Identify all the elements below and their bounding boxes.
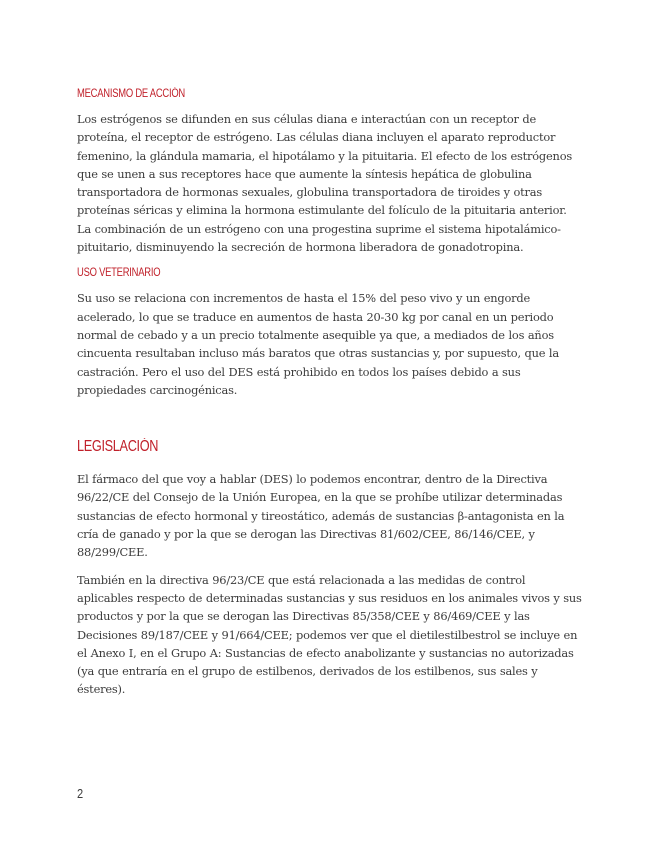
section-heading-mechanism: MECANISMO DE ACCIÓN: [77, 88, 185, 100]
paragraph-mechanism: Los estrógenos se difunden en sus células diana e interactúan con un receptor de proteína, el receptor de estrógeno. Las células diana incluyen el aparato reproductor femenino, la glándula mamaria, el hipotálamo y la pituitaria. El efecto de los estrógenos que se unen a sus receptores hace que aumente la síntesis hepática de globulina transportadora de hormonas sexuales, globulina transportadora de tiroides y otras proteínas séricas y elimina la hormona estimulante del folículo de la pituitaria anterior. La combinación de un estrógeno con una progestina suprime el sistema hipotalámico-pituitario, disminuyendo la secreción de hormona liberadora de gonadotropina.: [77, 112, 572, 255]
page-number: 2: [77, 786, 84, 801]
paragraph-legislation-2: También en la directiva 96/23/CE que está relacionada a las medidas de control aplicables respecto de determinadas sustancias y sus residuos en los animales vivos y sus productos y por la que se derogan las Directivas 85/358/CEE y 86/469/CEE y las Decisiones 89/187/CEE y 91/664/CEE; podemos ver que el dietilestilbestrol se incluye en el Anexo I, en el Grupo A: Sustancias de efecto anabolizante y sustancias no autorizadas (ya que entraría en el grupo de estilbenos, derivados de los estilbenos, sus sales y ésteres).: [77, 572, 582, 697]
section-heading-legislation: LEGISLACIÓN: [77, 438, 159, 456]
paragraph-veterinary: Su uso se relaciona con incrementos de hasta el 15% del peso vivo y un engorde acelerado, lo que se traduce en aumentos de hasta 20-30 kg por canal en un periodo normal de cebado y a un precio totalmente asequible ya que, a mediados de los años cincuenta resultaban incluso más baratos que otras sustancias y, por supuesto, que la castración. Pero el uso del DES está prohibido en todos los países debido a sus propiedades carcinogénicas.: [77, 291, 559, 397]
section-heading-veterinary: USO VETERINARIO: [77, 267, 161, 280]
paragraph-legislation-1: El fármaco del que voy a hablar (DES) lo podemos encontrar, dentro de la Directiva 96/22/CE del Consejo de la Unión Europea, en la que se prohíbe utilizar determinadas sustancias de efecto hormonal y tireostático, además de sustancias β-antagonista en la cría de ganado y por la que se derogan las Directivas 81/602/CEE, 86/146/CEE, y 88/299/CEE.: [77, 472, 565, 560]
page-content: [77, 86, 582, 708]
